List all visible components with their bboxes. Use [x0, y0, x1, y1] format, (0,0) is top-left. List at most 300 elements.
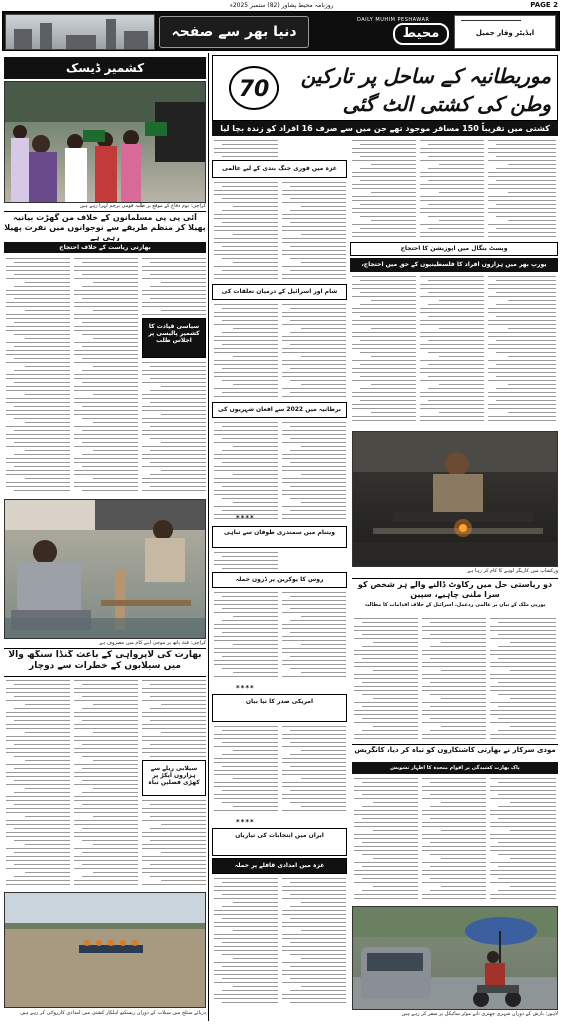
- text-line: [74, 398, 138, 399]
- text-line: [422, 734, 486, 735]
- text-line: [282, 352, 346, 353]
- text-column: [354, 778, 418, 902]
- text-line: [360, 292, 416, 293]
- text-line: [290, 258, 346, 259]
- text-line: [25, 310, 70, 311]
- text-line: [282, 312, 346, 313]
- text-line: [142, 752, 206, 753]
- text-line: [352, 208, 416, 209]
- text-line: [439, 300, 484, 301]
- text-line: [6, 482, 70, 483]
- text-line: [301, 384, 346, 385]
- text-line: [142, 266, 206, 267]
- text-line: [74, 812, 138, 813]
- text-line: [490, 882, 556, 883]
- story-headline-3: برطانیہ میں 2022 سے افغان شہریوں کی: [212, 402, 347, 418]
- text-line: [439, 164, 484, 165]
- text-line: [488, 200, 556, 201]
- text-line: [420, 148, 484, 149]
- text-line: [214, 470, 278, 471]
- text-line: [93, 732, 138, 733]
- text-line: [354, 826, 418, 827]
- text-line: [142, 832, 206, 833]
- text-line: [496, 156, 556, 157]
- text-line: [282, 266, 346, 267]
- text-line: [214, 810, 278, 811]
- text-line: [490, 822, 556, 823]
- text-line: [74, 386, 138, 387]
- text-line: [371, 328, 416, 329]
- text-line: [496, 280, 556, 281]
- text-line: [354, 874, 418, 875]
- rain-image: [353, 907, 558, 1010]
- text-line: [282, 364, 346, 365]
- text-line: [422, 690, 486, 691]
- text-line: [282, 878, 346, 879]
- text-line: [301, 356, 346, 357]
- text-line: [150, 366, 206, 367]
- text-line: [354, 786, 418, 787]
- text-line: [282, 628, 346, 629]
- text-line: [282, 600, 346, 601]
- text-line: [422, 686, 486, 687]
- text-line: [510, 726, 556, 727]
- text-line: [441, 830, 486, 831]
- text-line: [233, 446, 278, 447]
- text-line: [74, 784, 138, 785]
- text-line: [142, 820, 206, 821]
- text-line: [214, 660, 278, 661]
- text-line: [490, 870, 556, 871]
- text-line: [150, 262, 206, 263]
- text-line: [214, 372, 278, 373]
- text-line: [422, 826, 486, 827]
- text-line: [142, 748, 206, 749]
- text-line: [422, 738, 486, 739]
- text-line: [422, 786, 486, 787]
- text-line: [490, 810, 556, 811]
- text-line: [490, 734, 556, 735]
- text-line: [488, 184, 556, 185]
- text-line: [25, 422, 70, 423]
- text-line: [352, 396, 416, 397]
- text-line: [161, 732, 206, 733]
- text-line: [82, 346, 138, 347]
- text-column: [142, 800, 206, 890]
- text-line: [74, 362, 138, 363]
- text-line: [74, 716, 138, 717]
- text-line: [422, 618, 486, 619]
- text-line: [142, 688, 206, 689]
- text-line: [222, 186, 278, 187]
- text-line: [142, 868, 206, 869]
- text-line: [93, 366, 138, 367]
- text-line: [82, 370, 138, 371]
- text-line: [354, 834, 418, 835]
- text-line: [161, 386, 206, 387]
- text-line: [74, 776, 138, 777]
- text-line: [354, 690, 418, 691]
- text-line: [222, 568, 278, 569]
- text-line: [222, 882, 278, 883]
- text-line: [490, 862, 556, 863]
- text-line: [420, 416, 484, 417]
- text-line: [488, 212, 556, 213]
- text-line: [74, 752, 138, 753]
- text-line: [214, 640, 278, 641]
- text-line: [428, 280, 484, 281]
- text-line: [290, 918, 346, 919]
- text-line: [214, 982, 278, 983]
- text-line: [352, 288, 416, 289]
- text-line: [74, 470, 138, 471]
- text-line: [422, 662, 486, 663]
- text-line: [214, 312, 278, 313]
- text-line: [222, 486, 278, 487]
- text-line: [282, 798, 346, 799]
- text-line: [352, 276, 416, 277]
- text-line: [6, 270, 70, 271]
- text-line: [301, 806, 346, 807]
- text-line: [301, 206, 346, 207]
- text-line: [490, 738, 556, 739]
- text-line: [420, 348, 484, 349]
- text-line: [74, 270, 138, 271]
- text-line: [6, 434, 70, 435]
- text-line: [142, 270, 206, 271]
- text-line: [74, 326, 138, 327]
- text-line: [290, 954, 346, 955]
- text-line: [214, 214, 278, 215]
- text-line: [352, 308, 416, 309]
- text-line: [282, 304, 346, 305]
- text-line: [6, 486, 70, 487]
- text-line: [74, 880, 138, 881]
- text-line: [214, 934, 278, 935]
- text-line: [6, 390, 70, 391]
- text-line: [74, 772, 138, 773]
- text-line: [439, 220, 484, 221]
- text-line: [6, 330, 70, 331]
- text-line: [214, 434, 278, 435]
- text-line: [282, 336, 346, 337]
- text-line: [14, 346, 70, 347]
- text-line: [352, 232, 416, 233]
- text-line: [14, 768, 70, 769]
- text-line: [354, 662, 418, 663]
- text-line: [490, 850, 556, 851]
- text-line: [82, 298, 138, 299]
- text-line: [362, 658, 418, 659]
- text-line: [282, 758, 346, 759]
- flood-subhead: سیلابی ریلے سے ہزاروں ایکڑ پر کھڑی فصلیں تباہ: [142, 760, 206, 796]
- text-line: [508, 384, 556, 385]
- text-line: [222, 620, 278, 621]
- text-column: [6, 258, 70, 496]
- text-line: [282, 388, 346, 389]
- text-line: [290, 270, 346, 271]
- text-line: [222, 668, 278, 669]
- text-line: [496, 180, 556, 181]
- text-line: [290, 894, 346, 895]
- text-line: [352, 296, 416, 297]
- text-line: [74, 680, 138, 681]
- text-line: [352, 344, 416, 345]
- text-line: [352, 160, 416, 161]
- text-line: [93, 394, 138, 395]
- text-line: [290, 320, 346, 321]
- text-line: [25, 844, 70, 845]
- text-line: [360, 304, 416, 305]
- text-line: [430, 890, 486, 891]
- text-column: [214, 878, 278, 1008]
- text-line: [82, 490, 138, 491]
- text-line: [6, 386, 70, 387]
- text-column: [490, 618, 556, 742]
- text-line: [142, 458, 206, 459]
- text-line: [142, 446, 206, 447]
- text-line: [14, 780, 70, 781]
- text-line: [373, 802, 418, 803]
- text-line: [74, 688, 138, 689]
- text-line: [498, 730, 556, 731]
- text-line: [510, 802, 556, 803]
- text-line: [362, 634, 418, 635]
- top-line: [0, 0, 562, 11]
- text-line: [6, 776, 70, 777]
- text-line: [142, 398, 206, 399]
- text-line: [222, 198, 278, 199]
- text-line: [360, 280, 416, 281]
- text-line: [6, 410, 70, 411]
- text-line: [490, 778, 556, 779]
- text-line: [354, 894, 418, 895]
- text-line: [373, 670, 418, 671]
- text-line: [6, 836, 70, 837]
- text-line: [282, 376, 346, 377]
- text-column: [422, 778, 486, 902]
- text-line: [496, 216, 556, 217]
- text-line: [352, 152, 416, 153]
- text-line: [214, 648, 278, 649]
- text-line: [82, 720, 138, 721]
- text-line: [354, 618, 418, 619]
- text-line: [93, 872, 138, 873]
- text-line: [290, 656, 346, 657]
- text-line: [352, 224, 416, 225]
- text-line: [142, 812, 206, 813]
- text-line: [222, 258, 278, 259]
- text-line: [14, 804, 70, 805]
- text-line: [420, 184, 484, 185]
- text-column: [490, 778, 556, 902]
- text-line: [150, 486, 206, 487]
- text-line: [430, 818, 486, 819]
- text-line: [496, 400, 556, 401]
- text-line: [82, 262, 138, 263]
- text-line: [490, 626, 556, 627]
- text-line: [488, 360, 556, 361]
- text-line: [282, 794, 346, 795]
- text-line: [25, 450, 70, 451]
- text-line: [441, 886, 486, 887]
- text-line: [496, 364, 556, 365]
- text-line: [488, 160, 556, 161]
- text-line: [282, 648, 346, 649]
- text-line: [74, 258, 138, 259]
- text-line: [496, 204, 556, 205]
- text-line: [150, 876, 206, 877]
- text-line: [290, 210, 346, 211]
- text-line: [222, 942, 278, 943]
- text-line: [290, 632, 346, 633]
- text-line: [6, 342, 70, 343]
- text-line: [282, 636, 346, 637]
- text-line: [82, 466, 138, 467]
- text-line: [282, 738, 346, 739]
- text-line: [498, 890, 556, 891]
- text-line: [214, 494, 278, 495]
- text-line: [490, 894, 556, 895]
- text-line: [371, 384, 416, 385]
- text-line: [496, 388, 556, 389]
- text-line: [150, 816, 206, 817]
- text-line: [508, 164, 556, 165]
- text-line: [6, 772, 70, 773]
- text-line: [352, 348, 416, 349]
- text-line: [488, 408, 556, 409]
- text-line: [282, 914, 346, 915]
- text-line: [150, 378, 206, 379]
- flood-headline: بھارت کی لاپرواہی کے باعث گنڈا سنگھ والا میں سیلابوں کے خطرات سے دوچار: [8, 650, 202, 672]
- text-line: [430, 658, 486, 659]
- text-line: [422, 650, 486, 651]
- text-column: [282, 878, 346, 1008]
- text-line: [214, 560, 278, 561]
- text-line: [74, 374, 138, 375]
- text-line: [150, 474, 206, 475]
- text-line: [430, 878, 486, 879]
- text-line: [354, 654, 418, 655]
- text-line: [74, 808, 138, 809]
- text-line: [214, 794, 278, 795]
- text-line: [352, 236, 416, 237]
- text-line: [490, 666, 556, 667]
- kashmir-subhead: بھارتی ریاست کے خلاف احتجاج: [4, 242, 206, 253]
- text-line: [428, 204, 484, 205]
- text-line: [222, 556, 278, 557]
- text-line: [233, 356, 278, 357]
- text-line: [14, 334, 70, 335]
- text-line: [233, 806, 278, 807]
- text-line: [142, 692, 206, 693]
- text-line: [360, 180, 416, 181]
- text-line: [214, 734, 278, 735]
- text-line: [422, 834, 486, 835]
- text-line: [93, 816, 138, 817]
- text-line: [82, 780, 138, 781]
- text-line: [6, 884, 70, 885]
- text-line: [142, 700, 206, 701]
- text-line: [490, 662, 556, 663]
- text-line: [142, 724, 206, 725]
- text-line: [6, 326, 70, 327]
- text-line: [496, 304, 556, 305]
- text-line: [6, 474, 70, 475]
- text-line: [6, 458, 70, 459]
- text-line: [6, 700, 70, 701]
- text-line: [354, 638, 418, 639]
- text-line: [488, 320, 556, 321]
- text-line: [354, 714, 418, 715]
- text-line: [371, 192, 416, 193]
- text-line: [290, 790, 346, 791]
- text-line: [74, 294, 138, 295]
- text-line: [222, 918, 278, 919]
- text-line: [161, 824, 206, 825]
- text-line: [74, 724, 138, 725]
- editor-label-box: [454, 15, 556, 49]
- text-line: [214, 430, 278, 431]
- text-line: [290, 186, 346, 187]
- text-line: [498, 782, 556, 783]
- text-line: [74, 266, 138, 267]
- text-line: [490, 678, 556, 679]
- story-separator: ****: [236, 514, 255, 522]
- text-line: [282, 664, 346, 665]
- text-line: [496, 376, 556, 377]
- text-line: [214, 254, 278, 255]
- text-line: [282, 926, 346, 927]
- text-line: [142, 278, 206, 279]
- text-line: [422, 654, 486, 655]
- text-line: [352, 196, 416, 197]
- text-line: [6, 808, 70, 809]
- text-line: [14, 442, 70, 443]
- text-line: [74, 446, 138, 447]
- text-line: [6, 350, 70, 351]
- text-line: [6, 856, 70, 857]
- text-line: [214, 970, 278, 971]
- text-line: [428, 364, 484, 365]
- text-line: [354, 650, 418, 651]
- text-line: [420, 324, 484, 325]
- text-line: [373, 830, 418, 831]
- text-line: [360, 364, 416, 365]
- text-line: [282, 274, 346, 275]
- text-line: [142, 808, 206, 809]
- text-line: [222, 246, 278, 247]
- text-line: [498, 646, 556, 647]
- text-line: [422, 898, 486, 899]
- text-column: [214, 726, 278, 816]
- text-line: [428, 228, 484, 229]
- text-line: [14, 286, 70, 287]
- text-line: [282, 430, 346, 431]
- text-line: [490, 874, 556, 875]
- text-line: [222, 222, 278, 223]
- text-line: [6, 748, 70, 749]
- text-line: [82, 418, 138, 419]
- text-line: [214, 914, 278, 915]
- story-headline-12: غزہ میں امدادی قافلے پر حملہ: [212, 858, 347, 874]
- text-line: [214, 152, 278, 153]
- text-line: [422, 850, 486, 851]
- text-line: [430, 806, 486, 807]
- text-line: [214, 922, 278, 923]
- text-line: [422, 678, 486, 679]
- text-line: [161, 414, 206, 415]
